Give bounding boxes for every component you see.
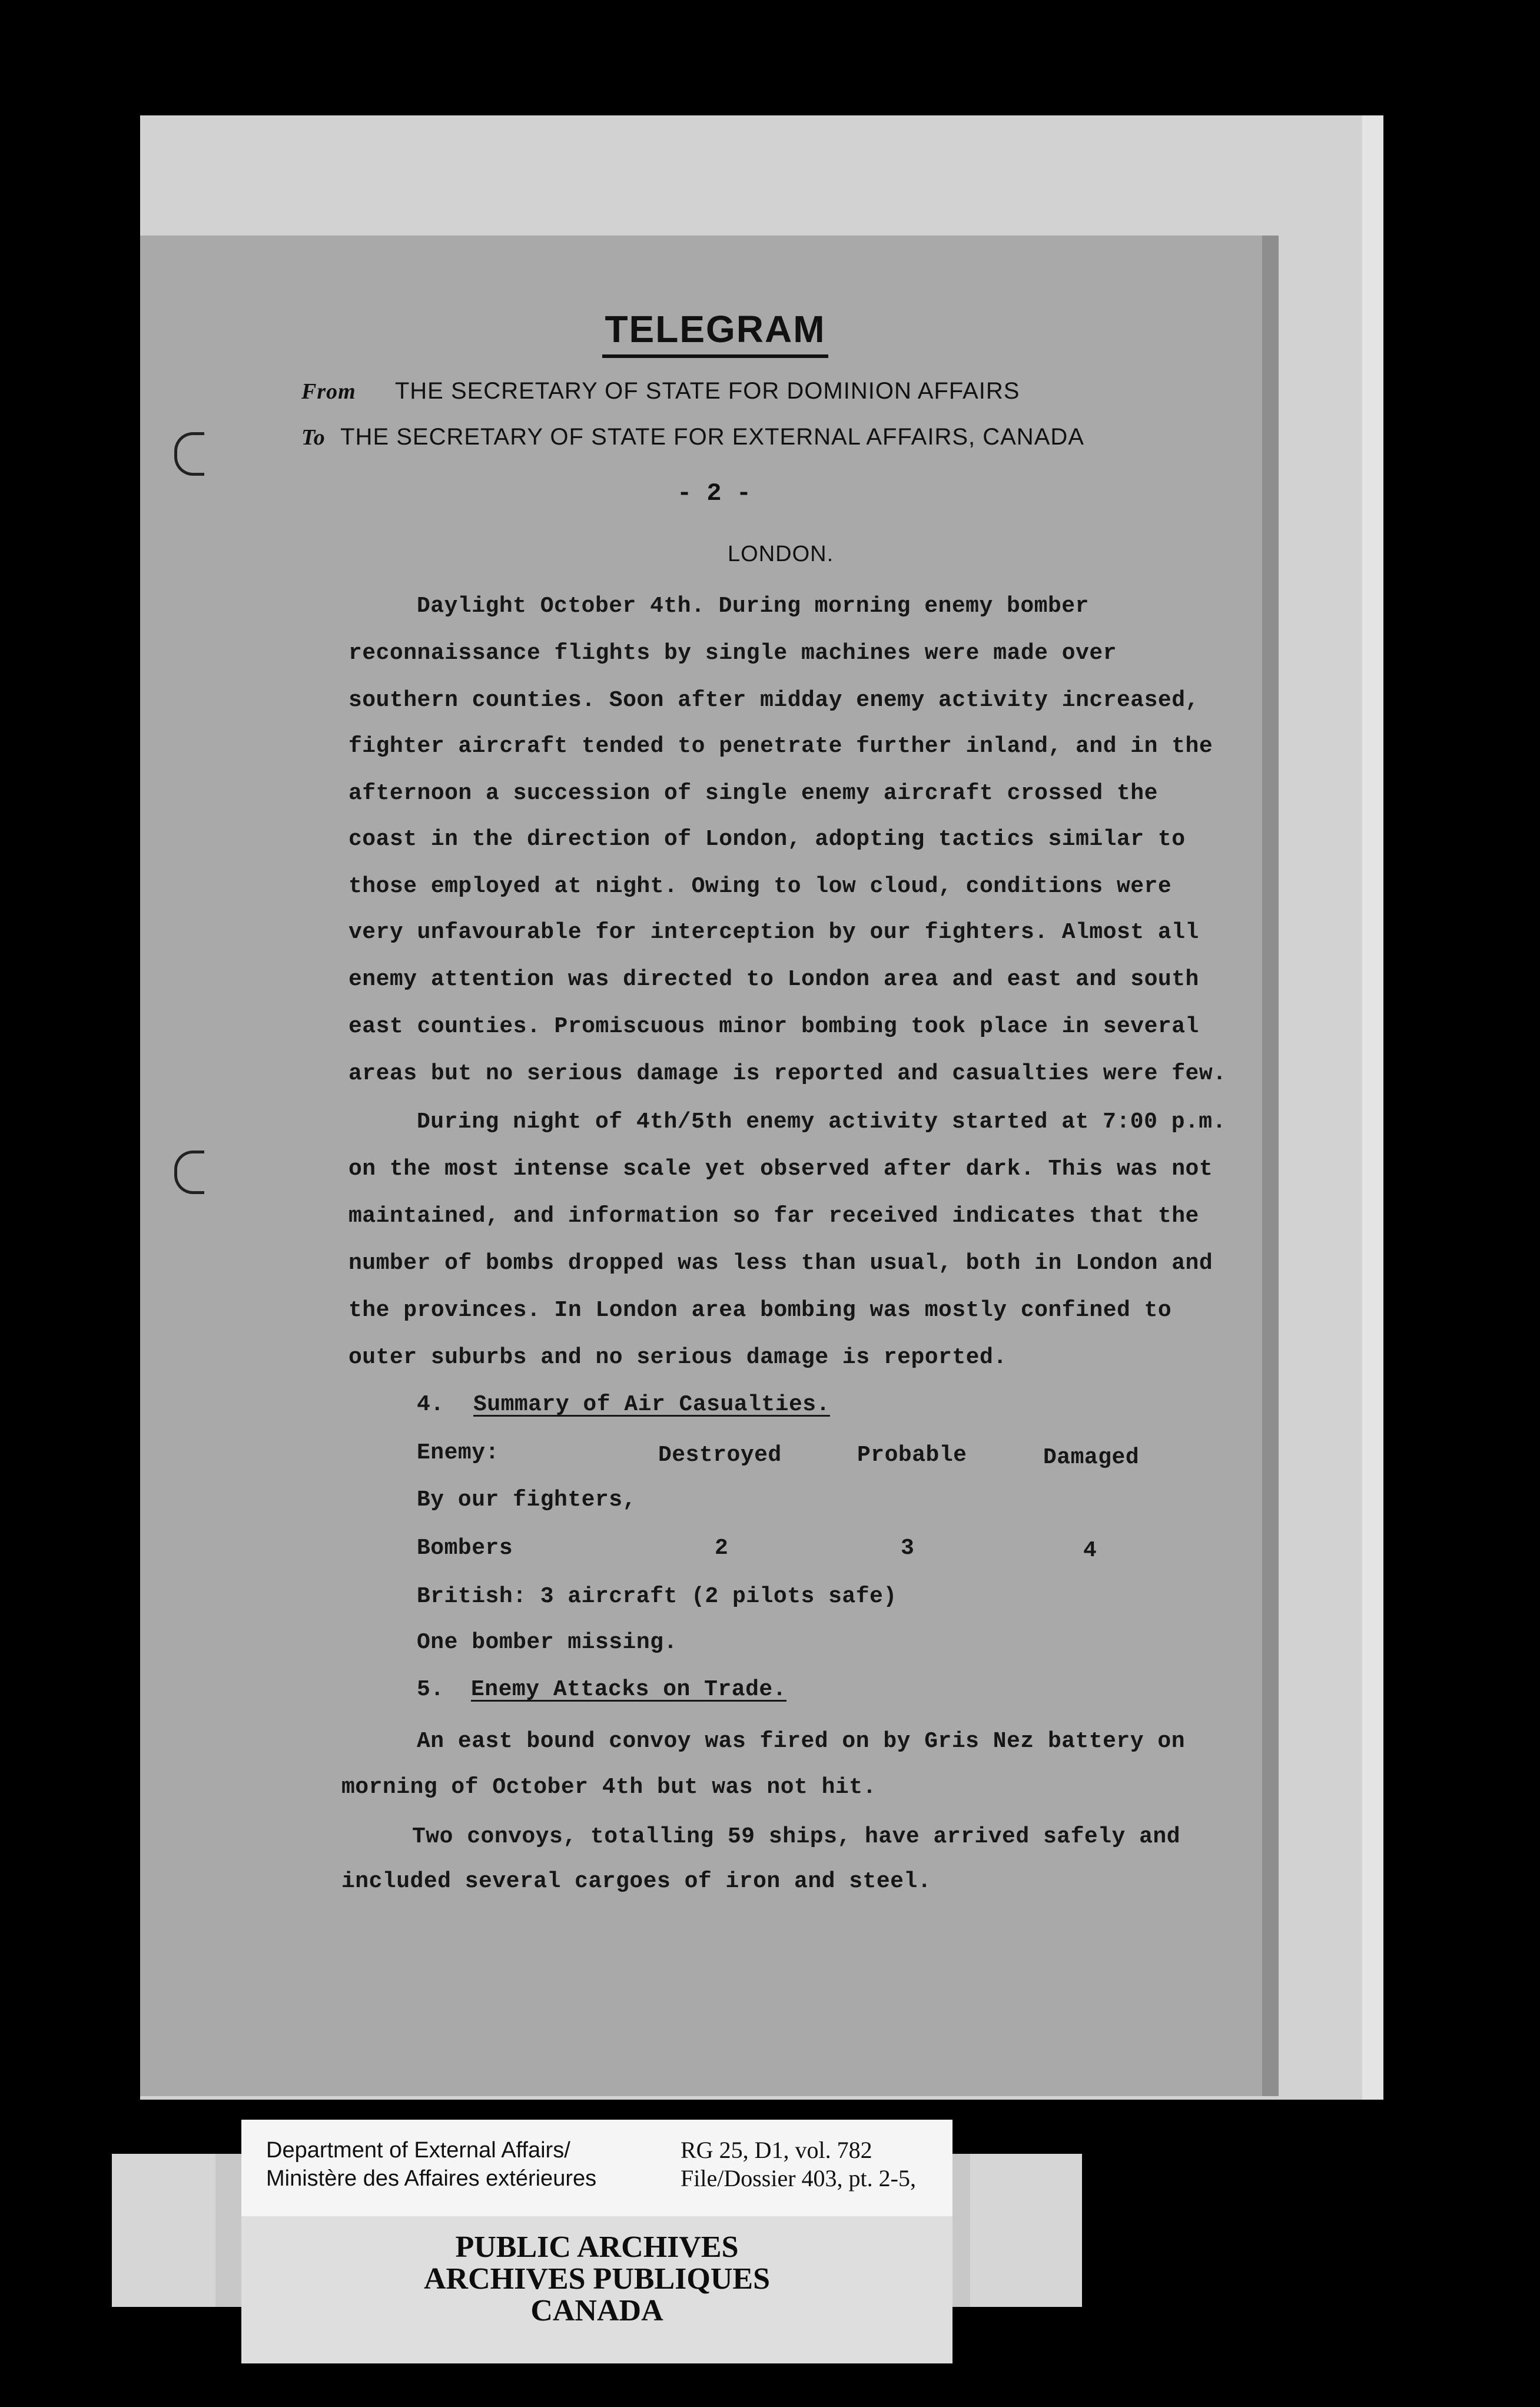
body-line: the provinces. In London area bombing was mostly confined to — [349, 1298, 1172, 1323]
body-line: very unfavourable for interception by our fighters. Almost all — [349, 920, 1199, 945]
body-line: east counties. Promiscuous minor bombing took place in several — [349, 1014, 1199, 1039]
section4-number: 4. — [417, 1392, 444, 1417]
section5-number: 5. — [417, 1677, 444, 1702]
section5-line: Two convoys, totalling 59 ships, have arrived safely and — [412, 1824, 1181, 1849]
archive-stamp-text — [241, 2232, 952, 2327]
body-line: coast in the direction of London, adopting tactics similar to — [349, 827, 1186, 852]
body-line: afternoon a succession of single enemy aircraft crossed the — [349, 781, 1158, 806]
place-line: LONDON. — [728, 542, 834, 566]
stamp-line-country: CANADA — [530, 2294, 663, 2328]
body-line: reconnaissance flights by single machines were made over — [349, 641, 1117, 666]
body-line: During night of 4th/5th enemy activity started at 7:00 p.m. — [417, 1109, 1226, 1135]
from-value: THE SECRETARY OF STATE FOR DOMINION AFFAIRS — [394, 378, 1020, 404]
department-french: Ministère des Affaires extérieures — [266, 2166, 597, 2191]
to-label: To — [301, 425, 326, 450]
section5-heading: Enemy Attacks on Trade. — [471, 1677, 786, 1702]
body-line: those employed at night. Owing to low cloud, conditions were — [349, 874, 1172, 899]
by-fighters-line: By our fighters, — [417, 1487, 636, 1513]
stamp-line-english: PUBLIC ARCHIVES — [455, 2230, 739, 2264]
to-line — [301, 424, 1084, 450]
enemy-label: Enemy: — [417, 1440, 499, 1466]
punch-hole-middle — [174, 1151, 204, 1194]
from-line — [301, 378, 1020, 405]
section5-line: morning of October 4th but was not hit. — [341, 1775, 877, 1800]
bombers-label: Bombers — [417, 1536, 513, 1561]
body-line: number of bombs dropped was less than usual, both in London and — [349, 1251, 1213, 1276]
british-line: British: 3 aircraft (2 pilots safe) — [417, 1584, 897, 1609]
col-damaged: Damaged — [1043, 1445, 1140, 1470]
archive-department — [266, 2136, 643, 2193]
body-line: southern counties. Soon after midday enemy activity increased, — [349, 688, 1199, 713]
archive-reference — [681, 2136, 951, 2193]
body-line: areas but no serious damage is reported and casualties were few. — [349, 1061, 1227, 1086]
page-number: - 2 - — [677, 479, 752, 508]
body-line: Daylight October 4th. During morning enemy bomber — [417, 594, 1089, 619]
section4-heading: Summary of Air Casualties. — [473, 1392, 830, 1417]
col-probable: Probable — [857, 1443, 967, 1468]
reference-file: File/Dossier 403, pt. 2-5, — [681, 2165, 916, 2192]
bombers-damaged: 4 — [1083, 1538, 1097, 1563]
from-label: From — [301, 379, 356, 404]
missing-line: One bomber missing. — [417, 1630, 678, 1655]
punch-hole-top — [174, 432, 204, 476]
body-line: fighter aircraft tended to penetrate further inland, and in the — [349, 734, 1213, 759]
body-line: maintained, and information so far received indicates that the — [349, 1204, 1199, 1229]
department-english: Department of External Affairs/ — [266, 2138, 570, 2163]
bombers-probable: 3 — [901, 1536, 915, 1561]
section5-line: included several cargoes of iron and steel. — [341, 1869, 932, 1894]
col-destroyed: Destroyed — [658, 1443, 782, 1468]
bombers-destroyed: 2 — [715, 1536, 729, 1561]
to-value: THE SECRETARY OF STATE FOR EXTERNAL AFFAIRS, CANADA — [340, 424, 1084, 450]
reference-volume: RG 25, D1, vol. 782 — [681, 2137, 872, 2163]
body-line: on the most intense scale yet observed after dark. This was not — [349, 1156, 1213, 1182]
section5-line: An east bound convoy was fired on by Gris Nez battery on — [417, 1729, 1186, 1754]
telegram-title: TELEGRAM — [0, 307, 1431, 358]
archive-label — [241, 2120, 952, 2216]
body-line: enemy attention was directed to London area and east and south — [349, 967, 1199, 992]
stamp-line-french: ARCHIVES PUBLIQUES — [423, 2262, 771, 2296]
body-line: outer suburbs and no serious damage is reported. — [349, 1345, 1007, 1370]
